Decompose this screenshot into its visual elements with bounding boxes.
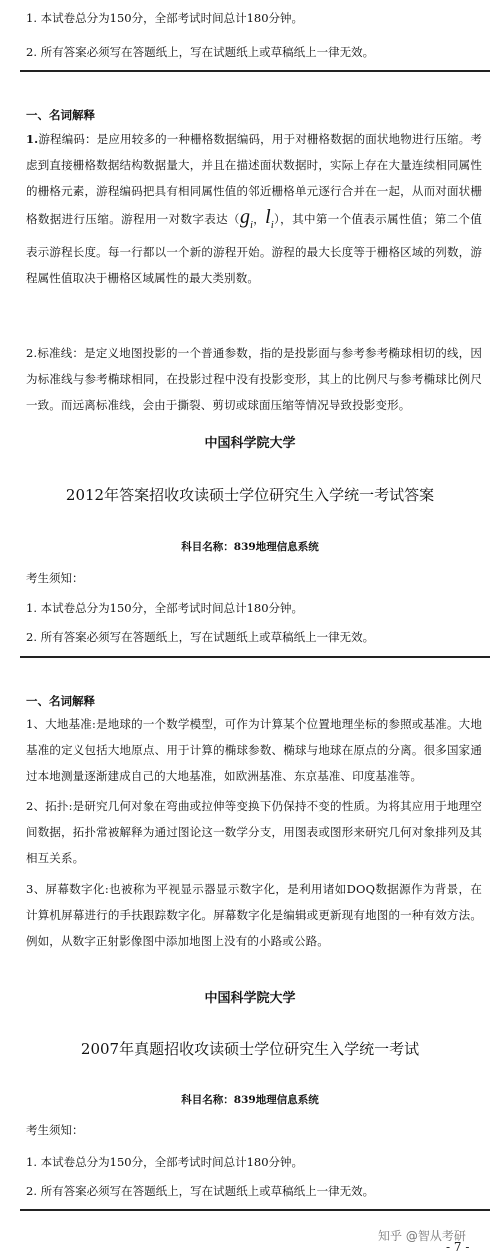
- page-number: - 7 -: [446, 1240, 470, 1254]
- term-standard-line: 2.标准线：是定义地图投影的一个普通参数，指的是投影面与参考参考椭球相切的线，因为标准线与参考椭球相同，在投影过程中没有投影变形，其上的比例尺与参考椭球比例尺一致。而远离标准线，会由于撕裂、剪切或球面压缩等情况导致投影变形。: [26, 346, 482, 412]
- exam-note-1: 1. 本试卷总分为150分，全部考试时间总计180分钟。: [26, 1155, 304, 1169]
- subject-name: 科目名称：839地理信息系统: [181, 541, 319, 553]
- university-name: 中国科学院大学: [204, 436, 296, 451]
- exam-note-1: 1. 本试卷总分为150分，全部考试时间总计180分钟。: [26, 601, 304, 615]
- exam-note-1: 1. 本试卷总分为150分，全部考试时间总计180分钟。: [26, 11, 304, 25]
- section-divider: [20, 1209, 490, 1211]
- term-text-part1: 游程编码：是应用较多的一种栅格数据编码，用于对栅格数据的面状地物进行压缩。考虑到直接栅格数据结构数据量大，并且在描述面状数据时，实际上存在大量连续相同属性的栅格元素，游程编码把具有相同属性值的邻近栅格单元逐行合并在一起，从而对面状栅格数据进行压缩。游程用一对数字表达（: [26, 132, 482, 226]
- subject-name: 科目名称：839地理信息系统: [181, 1094, 319, 1106]
- notice-label: 考生须知：: [26, 1123, 84, 1137]
- term-run-length-encoding: [26, 126, 482, 291]
- exam-note-2: 2. 所有答案必须写在答题纸上，写在试题纸上或草稿纸上一律无效。: [26, 1184, 375, 1198]
- section-divider: [20, 656, 490, 658]
- formula-g: [239, 206, 254, 231]
- term-onscreen-digitizing: 3、屏幕数字化:也被称为平视显示器显示数字化，是利用诸如DOQ数据源作为背景，在计算机屏幕进行的手扶跟踪数字化。屏幕数字化是编辑或更新现有地图的一种有效方法。例如，从数字正射影像图中添加地图上没有的小路或公路。: [26, 882, 482, 948]
- section-heading: 一、名词解释: [26, 694, 95, 708]
- term-text-part2: ），其中第一个值表示属性值；第二个值表示游程长度。每一行都以一个新的游程开始。游程的最大长度等于栅格区域的列数，游程属性值取决于栅格区域属性的最大类别数。: [26, 212, 482, 285]
- exam-title: 2007年真题招收攻读硕士学位研究生入学统一考试: [80, 1040, 420, 1058]
- section-heading: 一、名词解释: [26, 108, 95, 122]
- exam-note-2: 2. 所有答案必须写在答题纸上，写在试题纸上或草稿纸上一律无效。: [26, 45, 375, 59]
- term-topology: 2、拓扑:是研究几何对象在弯曲或拉伸等变换下仍保持不变的性质。为将其应用于地理空间数据，拓扑常被解释为通过图论这一数学分支，用图表或图形来研究几何对象排列及其相互关系。: [26, 799, 482, 865]
- formula-l-subscript: i: [270, 220, 274, 231]
- formula-g-subscript: i: [250, 220, 254, 231]
- zhihu-watermark: 知乎 @智从考研: [378, 1229, 466, 1243]
- formula-l-symbol: l: [265, 206, 271, 228]
- term-number: 1.: [26, 132, 39, 146]
- term-geodetic-datum: 1、大地基准:是地球的一个数学模型，可作为计算某个位置地理坐标的参照或基准。大地基准的定义包括大地原点、用于计算的椭球参数、椭球与地球在原点的分离。很多国家通过本地测量逐渐建成自己的大地基准，如欧洲基准、东京基准、印度基准等。: [26, 717, 482, 783]
- notice-label: 考生须知：: [26, 571, 84, 585]
- university-name: 中国科学院大学: [204, 991, 296, 1006]
- exam-title: 2012年答案招收攻读硕士学位研究生入学统一考试答案: [65, 486, 435, 504]
- section-divider: [20, 70, 490, 72]
- formula-g-symbol: g: [239, 206, 251, 228]
- formula-l: [265, 206, 274, 231]
- exam-note-2: 2. 所有答案必须写在答题纸上，写在试题纸上或草稿纸上一律无效。: [26, 630, 375, 644]
- formula-comma: ，: [253, 212, 266, 226]
